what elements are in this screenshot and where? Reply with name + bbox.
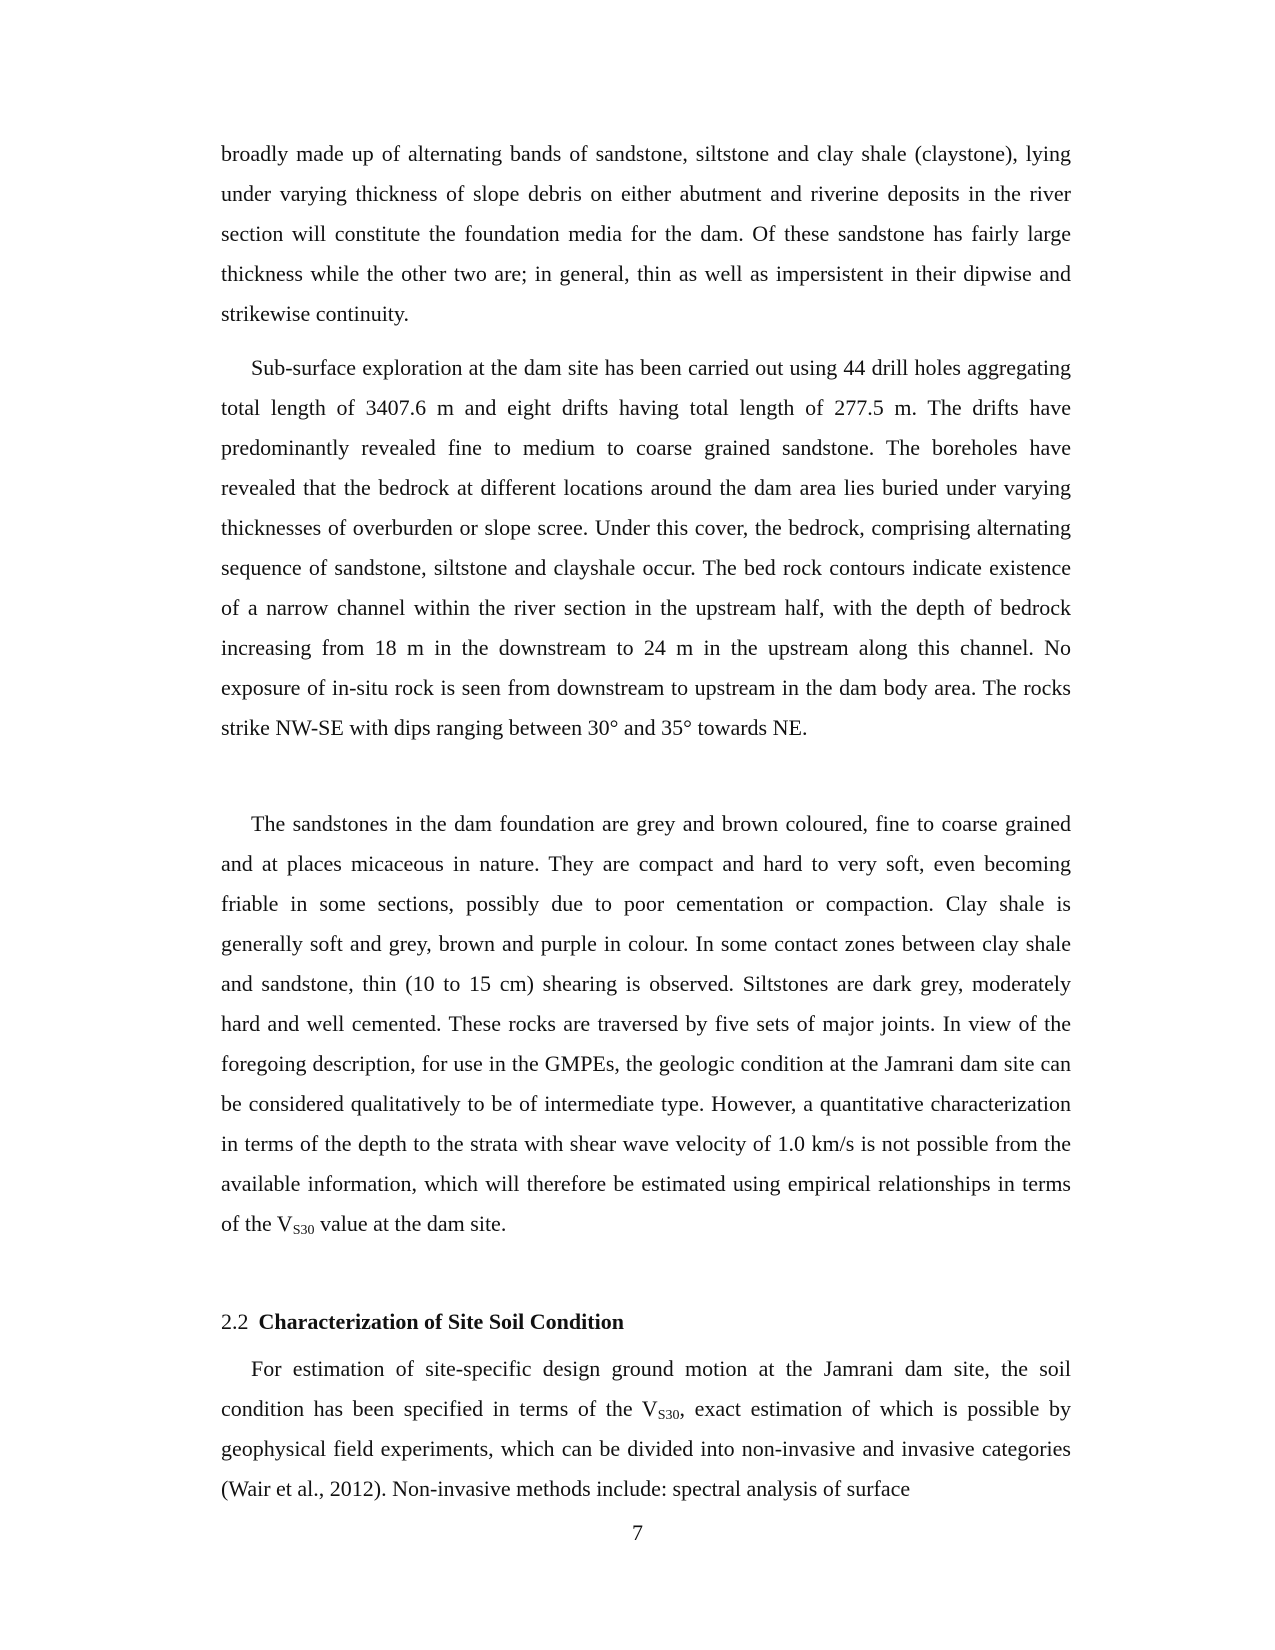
section-heading [221, 1307, 1071, 1337]
page-number: 7 [632, 1520, 643, 1545]
paragraph-text: , exact estimation of which is possible by geophysical field experiments, which can be divided into non-invasive and invasive categories (Wair et al., 2012). Non-invasive methods include: spectral analysis of surface [221, 1396, 1072, 1501]
paragraph-text: value at the dam site. [314, 1211, 507, 1236]
body-paragraph [221, 804, 1071, 1244]
paragraph-text: The sandstones in the dam foundation are grey and brown coloured, fine to coarse grained and at places micaceous in nature. They are compact and hard to very soft, even becoming friable in some sections, possibly due to poor cementation or compaction. Clay shale is generally soft and grey, brown and purple in colour. In some contact zones between clay shale and sandstone, thin (10 to 15 cm) shearing is observed. Siltstones are dark grey, moderately hard and well cemented. These rocks are traversed by five sets of major joints. In view of the foregoing description, for use in the GMPEs, the geologic condition at the Jamrani dam site can be considered qualitatively to be of intermediate type. However, a quantitative characterization in terms of the depth to the strata with shear wave velocity of 1.0 km/s is not possible from the available information, which will therefore be estimated using empirical relationships in terms of the V [221, 811, 1071, 1236]
body-paragraph: broadly made up of alternating bands of sandstone, siltstone and clay shale (claystone), lying under varying thickness of slope debris on either abutment and riverine deposits in the river section will constitute the foundation media for the dam. Of these sandstone has fairly large thickness while the other two are; in general, thin as well as impersistent in their dipwise and strikewise continuity. [221, 141, 1071, 326]
body-paragraph [221, 1349, 1071, 1509]
section-title: Characterization of Site Soil Condition [258, 1309, 624, 1334]
paragraph-text: For estimation of site-specific design ground motion at the Jamrani dam site, the soil condition has been specified in terms of the V [221, 1356, 1071, 1421]
subscript: S30 [292, 1223, 315, 1238]
body-paragraph: Sub-surface exploration at the dam site has been carried out using 44 drill holes aggregating total length of 3407.6 m and eight drifts having total length of 277.5 m. The drifts have predominantly revealed fine to medium to coarse grained sandstone. The boreholes have revealed that the bedrock at different locations around the dam area lies buried under varying thicknesses of overburden or slope scree. Under this cover, the bedrock, comprising alternating sequence of sandstone, siltstone and clayshale occur. The bed rock contours indicate existence of a narrow channel within the river section in the upstream half, with the depth of bedrock increasing from 18 m in the downstream to 24 m in the upstream along this channel. No exposure of in-situ rock is seen from downstream to upstream in the dam body area. The rocks strike NW-SE with dips ranging between 30° and 35° towards NE. [221, 355, 1071, 740]
subscript: S30 [657, 1408, 680, 1423]
section-number: 2.2 [221, 1309, 249, 1334]
